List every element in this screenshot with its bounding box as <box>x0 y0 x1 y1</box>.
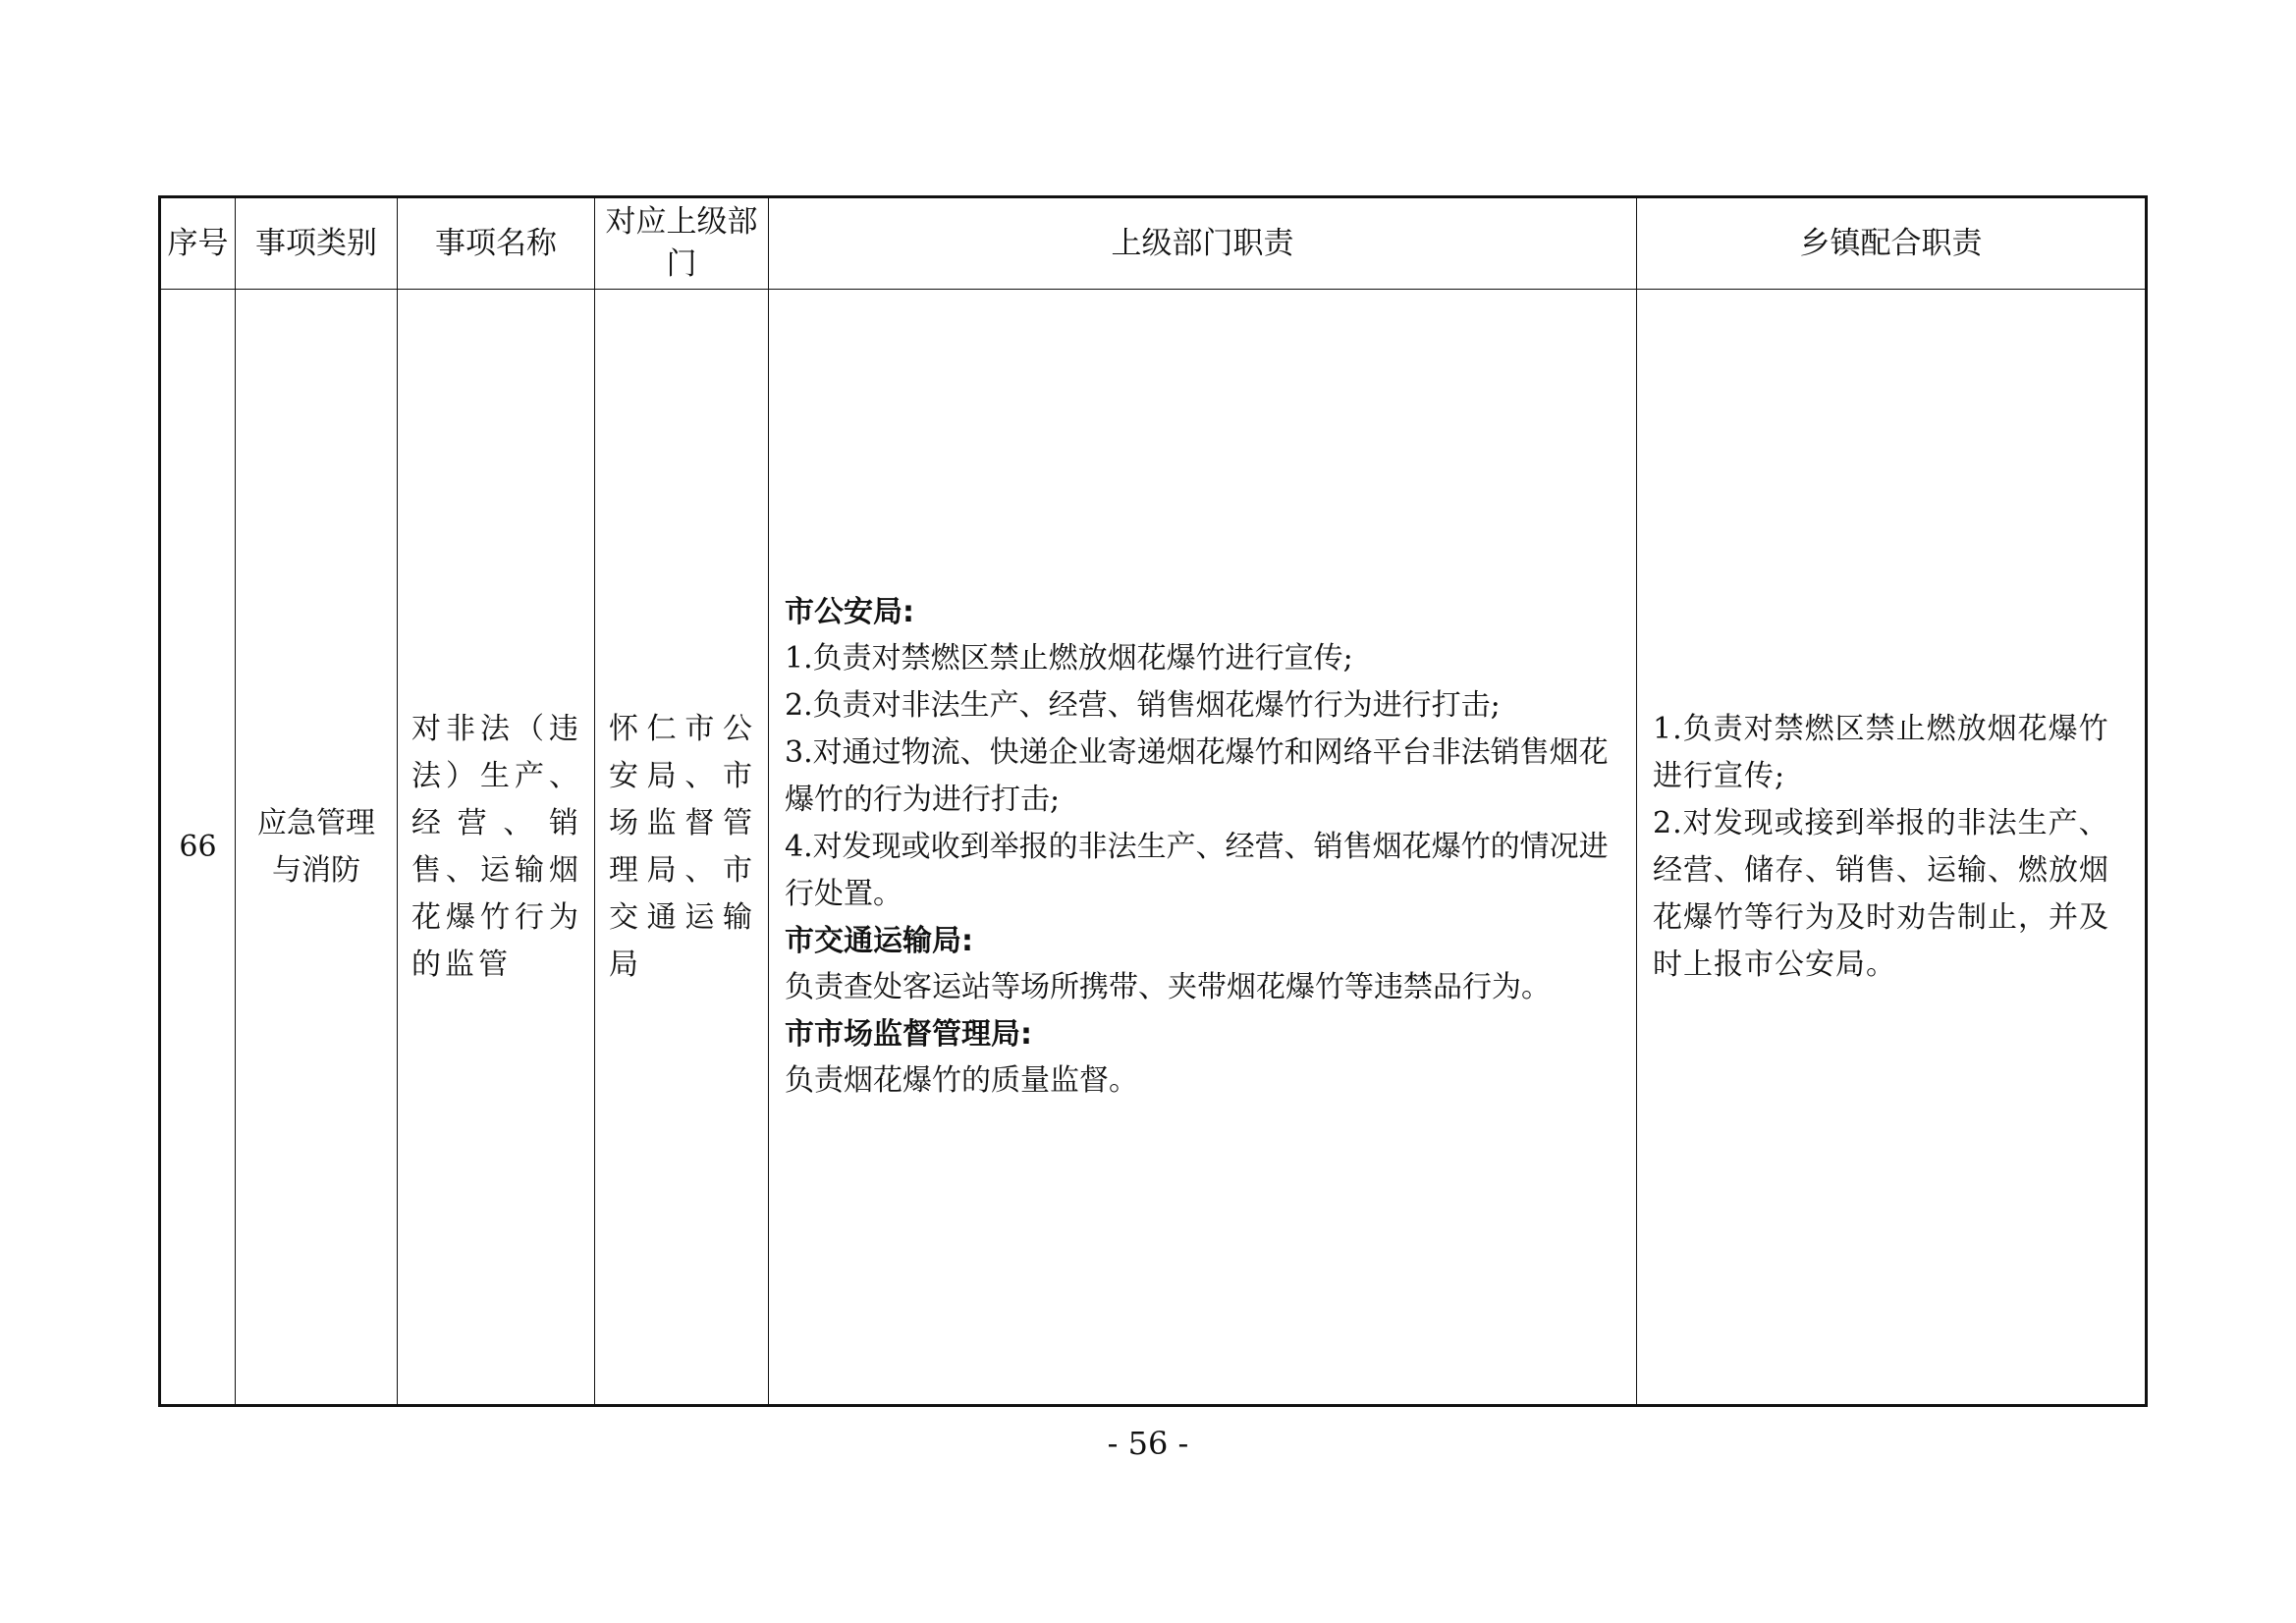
duty-heading: 市市场监督管理局: <box>785 1017 1032 1052</box>
duty-block-public-security <box>785 589 1624 918</box>
cell-category: 应急管理与消防 <box>236 290 398 1406</box>
page-number: - 56 - <box>1107 1425 1189 1462</box>
duty-line: 负责查处客运站等场所携带、夹带烟花爆竹等违禁品行为。 <box>785 970 1551 1004</box>
table-row <box>160 290 2147 1406</box>
header-superior-duties: 上级部门职责 <box>769 197 1637 290</box>
duty-table <box>158 195 2148 1407</box>
cell-seq: 66 <box>160 290 236 1406</box>
header-township-duties: 乡镇配合职责 <box>1637 197 2147 290</box>
header-superior-dept: 对应上级部门 <box>595 197 769 290</box>
township-duty-line: 1.负责对禁燃区禁止燃放烟花爆竹进行宣传; <box>1653 711 2109 793</box>
duty-line: 1.负责对禁燃区禁止燃放烟花爆竹进行宣传; <box>785 641 1353 676</box>
header-item-name: 事项名称 <box>398 197 595 290</box>
duty-line: 2.负责对非法生产、经营、销售烟花爆竹行为进行打击; <box>785 688 1501 723</box>
header-seq: 序号 <box>160 197 236 290</box>
duty-heading: 市交通运输局: <box>785 924 973 958</box>
duty-line: 负责烟花爆竹的质量监督。 <box>785 1063 1138 1098</box>
duty-line: 4.对发现或收到举报的非法生产、经营、销售烟花爆竹的情况进行处置。 <box>785 830 1609 911</box>
cell-superior-duties <box>769 290 1637 1406</box>
duty-line: 3.对通过物流、快递企业寄递烟花爆竹和网络平台非法销售烟花爆竹的行为进行打击; <box>785 735 1609 817</box>
header-row <box>160 197 2147 290</box>
township-duty-line: 2.对发现或接到举报的非法生产、经营、储存、销售、运输、燃放烟花爆竹等行为及时劝告制止，并及时上报市公安局。 <box>1653 805 2109 982</box>
duty-block-market-supervision <box>785 1011 1624 1105</box>
duty-heading: 市公安局: <box>785 595 914 629</box>
cell-superior-dept: 怀仁市公安局、市场监督管理局、市交通运输局 <box>595 290 769 1406</box>
duty-block-transport <box>785 918 1624 1011</box>
header-category: 事项类别 <box>236 197 398 290</box>
cell-township-duties <box>1637 290 2147 1406</box>
cell-item-name: 对非法（违法）生产、经营、销售、运输烟花爆竹行为的监管 <box>398 290 595 1406</box>
